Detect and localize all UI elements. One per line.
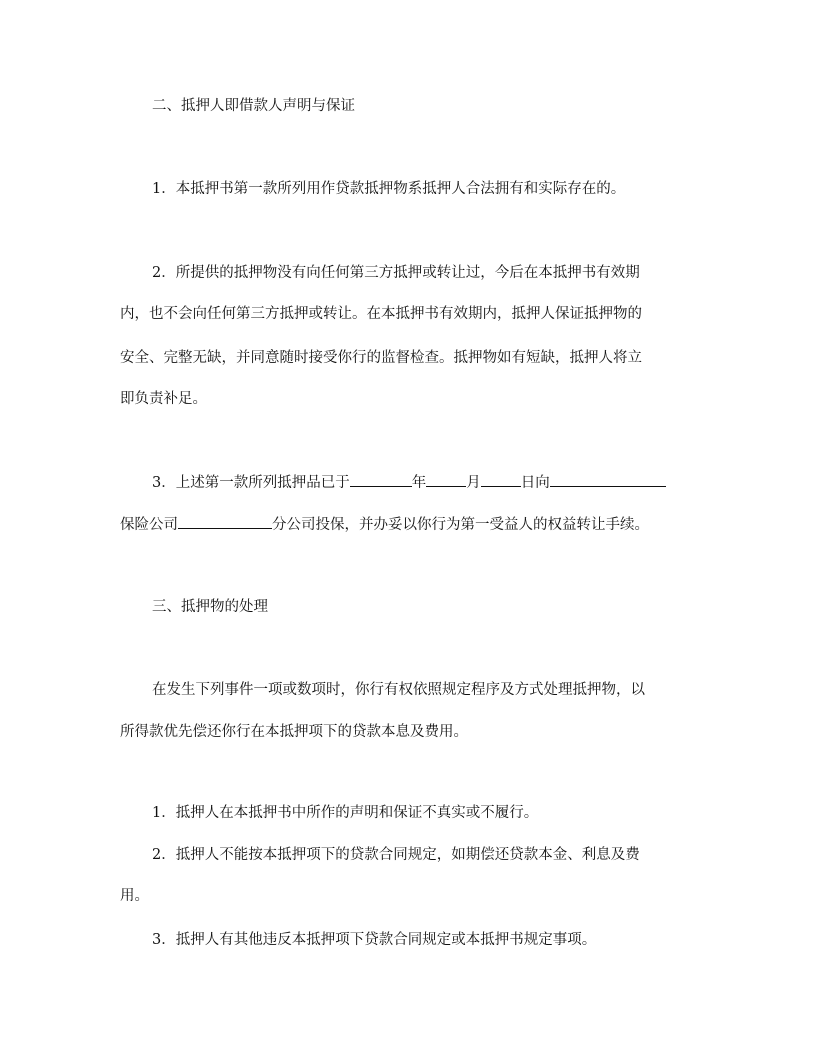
item3-year-label: 年 bbox=[411, 475, 427, 491]
item3-prefix: 3．上述第一款所列抵押品已于 bbox=[152, 475, 350, 491]
month-blank[interactable] bbox=[426, 472, 466, 487]
item3-month-label: 月 bbox=[466, 475, 481, 491]
section3-intro-line1: 在发生下列事件一项或数项时，你行有权依照规定程序及方式处理抵押物，以 bbox=[152, 682, 645, 698]
section2-item2-line2: 内，也不会向任何第三方抵押或转让。在本抵押书有效期内，抵押人保证抵押物的 bbox=[120, 306, 642, 322]
section2-heading: 二、抵押人即借款人声明与保证 bbox=[152, 98, 355, 114]
day-blank[interactable] bbox=[481, 472, 521, 487]
section2-item3-line2 bbox=[120, 514, 649, 535]
section3-item3: 3．抵押人有其他违反本抵押项下贷款合同规定或本抵押书规定事项。 bbox=[152, 932, 597, 948]
section2-item3-line1 bbox=[152, 472, 666, 493]
section2-item1: 1．本抵押书第一款所列用作贷款抵押物系抵押人合法拥有和实际存在的。 bbox=[152, 181, 626, 197]
item3-rest: 分公司投保，并办妥以你行为第一受益人的权益转让手续。 bbox=[272, 517, 649, 533]
section2-item2-line1: 2．所提供的抵押物没有向任何第三方抵押或转让过，今后在本抵押书有效期 bbox=[152, 265, 640, 281]
section3-item2-line2: 用。 bbox=[120, 888, 149, 904]
year-blank[interactable] bbox=[350, 472, 412, 487]
branch-name-blank[interactable] bbox=[178, 514, 272, 529]
item3-insurer-label: 保险公司 bbox=[120, 517, 178, 533]
section2-item2-line3: 安全、完整无缺，并同意随时接受你行的监督检查。抵押物如有短缺，抵押人将立 bbox=[120, 350, 642, 366]
section3-item2-line1: 2．抵押人不能按本抵押项下的贷款合同规定，如期偿还贷款本金、利息及费 bbox=[152, 847, 640, 863]
insurer-name-blank[interactable] bbox=[550, 472, 666, 487]
section3-item1: 1．抵押人在本抵押书中所作的声明和保证不真实或不履行。 bbox=[152, 805, 539, 821]
section2-item2-line4: 即负责补足。 bbox=[120, 391, 207, 407]
section3-heading: 三、抵押物的处理 bbox=[152, 599, 268, 615]
section3-intro-line2: 所得款优先偿还你行在本抵押项下的贷款本息及费用。 bbox=[120, 724, 468, 740]
item3-day-label: 日向 bbox=[520, 475, 550, 491]
